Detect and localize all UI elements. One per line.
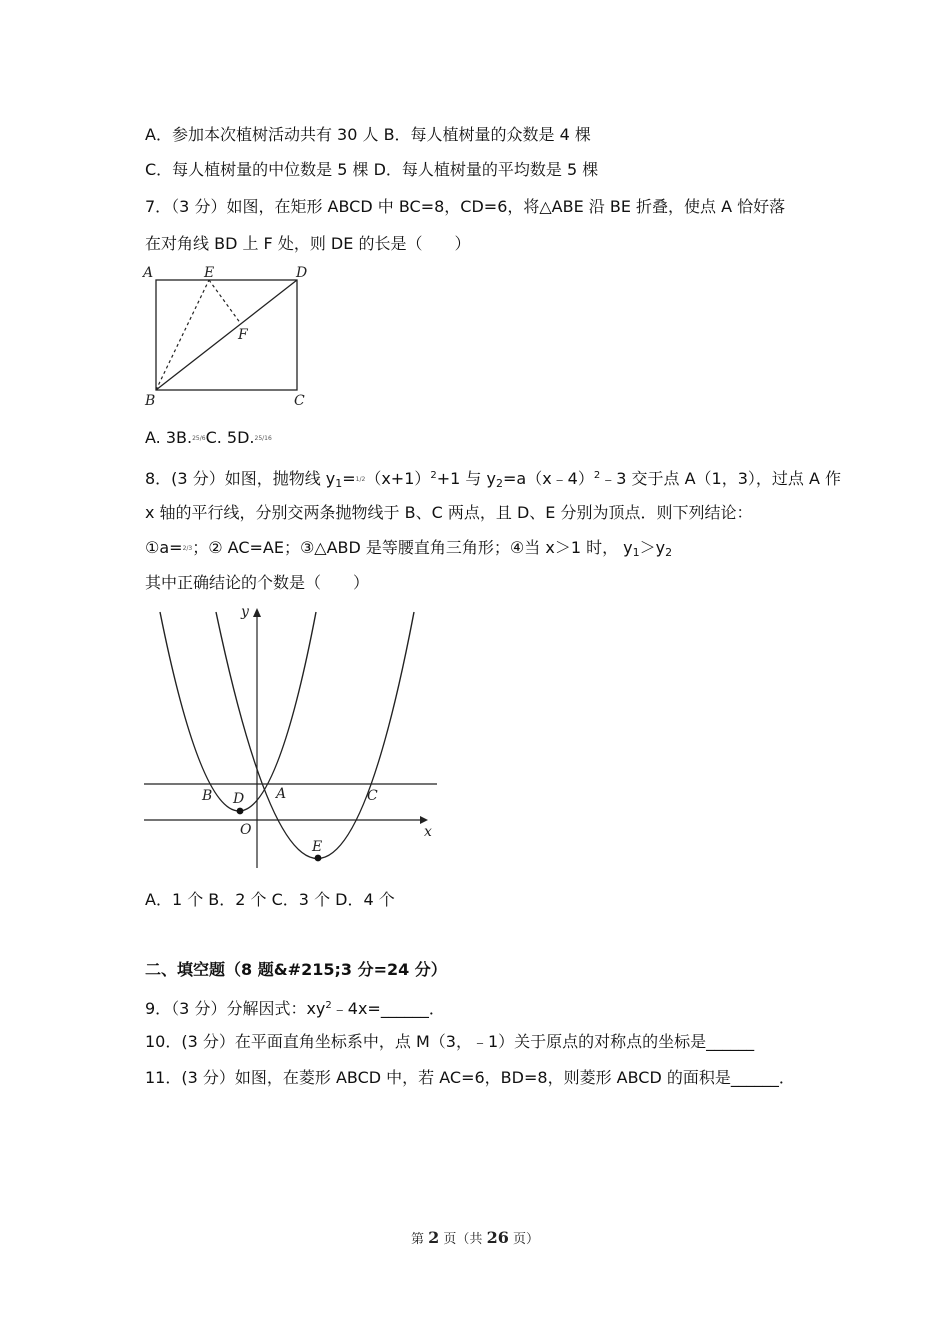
q8-sub: 2 bbox=[495, 477, 503, 490]
label-o: O bbox=[240, 822, 252, 838]
q8-text: 8．(3 分）如图，抛物线 y bbox=[145, 469, 336, 488]
label-a: A bbox=[143, 265, 154, 281]
footer-text: 页（共 bbox=[439, 1232, 487, 1247]
q8-sup: 2 bbox=[430, 470, 437, 481]
q8-sub: 2 bbox=[665, 546, 673, 559]
label-a: A bbox=[276, 786, 287, 802]
page-footer bbox=[0, 1228, 950, 1247]
vertex-d bbox=[237, 808, 244, 815]
label-d: D bbox=[296, 265, 308, 281]
q8-stem-line-1 bbox=[145, 465, 841, 495]
q8-options: A．1 个 B．2 个 C．3 个 D．4 个 bbox=[145, 890, 395, 909]
label-b: B bbox=[202, 788, 213, 804]
label-c: C bbox=[367, 788, 378, 804]
q8-parabola-figure bbox=[140, 600, 445, 872]
q9 bbox=[145, 995, 445, 1020]
q7-stem-line-2: 在对角线 BD 上 F 处，则 DE 的长是（ ） bbox=[145, 234, 471, 253]
diagonal-bd bbox=[156, 280, 297, 390]
q7-options-c: C. 5D. bbox=[205, 428, 255, 447]
q8-fraction: 2/3 bbox=[182, 545, 193, 552]
q7-options bbox=[145, 427, 272, 450]
q8-text: ①a= bbox=[145, 538, 183, 557]
q8-stem-line-3 bbox=[145, 537, 672, 564]
q8-text: ；② AC=AE；③△ABD 是等腰直角三角形；④当 x＞1 时， y bbox=[192, 538, 633, 557]
q7-option-d-fraction: 25/16 bbox=[254, 435, 272, 442]
q8-text: =a（x﹣4） bbox=[502, 469, 594, 488]
current-page-number: 2 bbox=[428, 1228, 440, 1247]
q8-sup: 2 bbox=[593, 470, 601, 481]
q8-fraction: 1/2 bbox=[355, 476, 366, 483]
q10: 10．(3 分）在平面直角坐标系中，点 M（3，﹣1）关于原点的对称点的坐标是______ bbox=[145, 1032, 755, 1051]
label-x: x bbox=[424, 824, 432, 840]
q8-text: +1 与 y bbox=[436, 469, 496, 488]
x-axis-arrow-icon bbox=[420, 816, 428, 824]
q8-stem-line-4: 其中正确结论的个数是（ ） bbox=[145, 573, 370, 592]
q8-text: ＞y bbox=[639, 538, 666, 557]
footer-text: 页） bbox=[508, 1232, 539, 1247]
q8-text: （x+1） bbox=[365, 469, 431, 488]
q7-options-a: A. 3B. bbox=[145, 428, 193, 447]
q8-text: ﹣3 交于点 A（1，3），过点 A 作 bbox=[600, 469, 842, 488]
segment-ef bbox=[209, 280, 241, 324]
vertex-e bbox=[315, 855, 322, 862]
label-e: E bbox=[312, 839, 323, 855]
q6-option-line-1: A．参加本次植树活动共有 30 人 B．每人植树量的众数是 4 棵 bbox=[145, 125, 591, 144]
q7-rectangle-figure bbox=[140, 262, 320, 410]
q9-text: 9．（3 分）分解因式：xy bbox=[145, 999, 326, 1018]
q8-sub: 1 bbox=[632, 546, 640, 559]
y-axis-arrow-icon bbox=[253, 608, 261, 617]
fold-line-be bbox=[156, 280, 209, 390]
label-c: C bbox=[294, 393, 305, 409]
q11: 11．(3 分）如图，在菱形 ABCD 中，若 AC=6，BD=8，则菱形 ABCD 的面积是______． bbox=[145, 1068, 795, 1087]
q7-option-b-fraction: 25/6 bbox=[192, 435, 206, 442]
q9-sup: 2 bbox=[325, 1000, 332, 1011]
q8-sub: 1 bbox=[335, 477, 343, 490]
label-d: D bbox=[233, 791, 245, 807]
q7-stem-line-1: 7．（3 分）如图，在矩形 ABCD 中 BC=8，CD=6，将△ABE 沿 BE 折叠，使点 A 恰好落 bbox=[145, 197, 786, 216]
label-y: y bbox=[241, 604, 249, 620]
parabola-y1 bbox=[160, 612, 316, 811]
q8-text: = bbox=[342, 469, 356, 488]
total-page-count: 26 bbox=[486, 1228, 509, 1247]
label-e: E bbox=[204, 265, 215, 281]
q8-stem-line-2: x 轴的平行线，分别交两条抛物线于 B、C 两点，且 D、E 分别为顶点．则下列结论： bbox=[145, 503, 753, 522]
label-f: F bbox=[238, 327, 248, 343]
label-b: B bbox=[145, 393, 156, 409]
q6-option-line-2: C．每人植树量的中位数是 5 棵 D．每人植树量的平均数是 5 棵 bbox=[145, 160, 599, 179]
footer-text: 第 bbox=[411, 1232, 429, 1247]
section-heading: 二、填空题（8 题&#215;3 分=24 分） bbox=[145, 960, 447, 979]
q9-text: ﹣4x=______． bbox=[331, 999, 445, 1018]
